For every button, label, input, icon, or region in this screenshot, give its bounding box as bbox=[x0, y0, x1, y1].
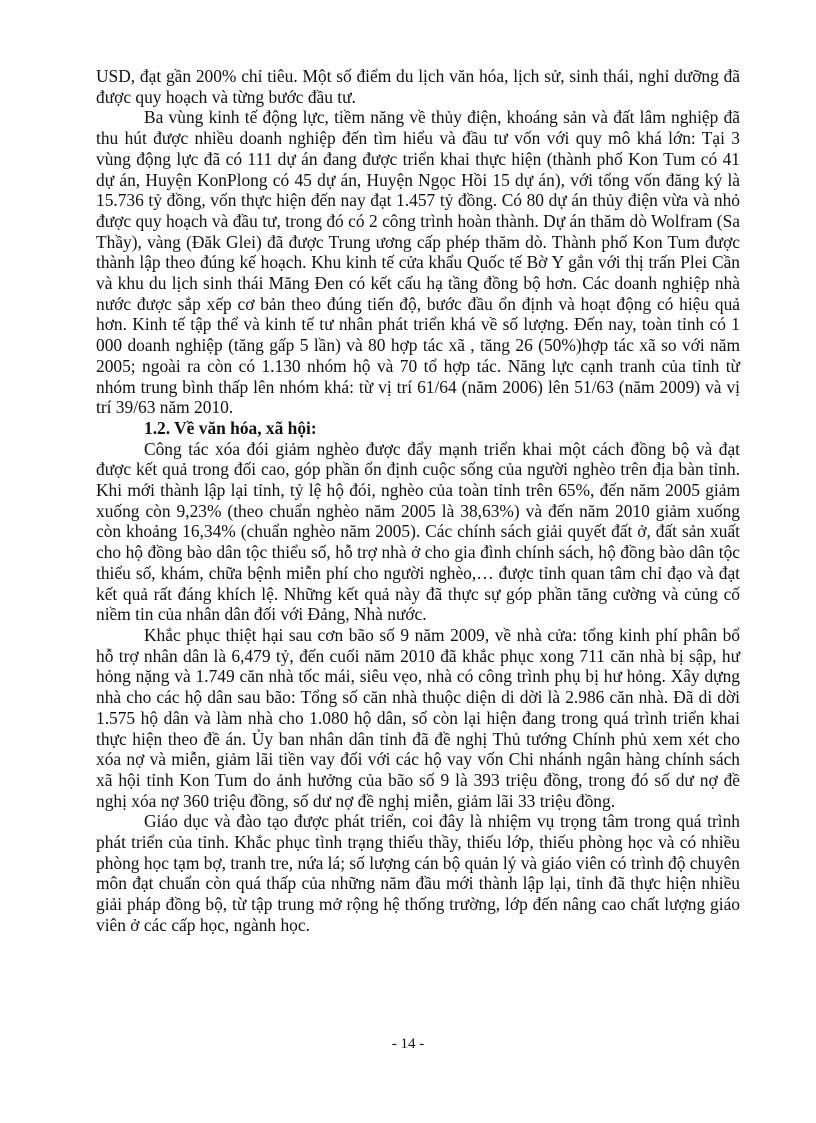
paragraph-education: Giáo dục và đào tạo được phát triển, coi đây là nhiệm vụ trọng tâm trong quá trình phát triển của tỉnh. Khắc phục tình trạng thiếu thầy, thiếu lớp, thiếu phòng học và có nhiều phòng học tạm bợ, tranh tre, nứa lá; số lượng cán bộ quản lý và giáo viên có trình độ chuyên môn đạt chuẩn còn quá thấp của những năm đầu mới thành lập lại, tỉnh đã thực hiện nhiều giải pháp đồng bộ, từ tập trung mở rộng hệ thống trường, lớp đến nâng cao chất lượng giáo viên ở các cấp học, ngành học. bbox=[96, 811, 740, 935]
paragraph-tourism: USD, đạt gần 200% chỉ tiêu. Một số điểm du lịch văn hóa, lịch sử, sinh thái, nghỉ dưỡng đã được quy hoạch và từng bước đầu tư. bbox=[96, 66, 740, 107]
paragraph-poverty-reduction: Công tác xóa đói giảm nghèo được đẩy mạnh triển khai một cách đồng bộ và đạt được kết quả trong đối cao, góp phần ổn định cuộc sống của người nghèo trên địa bàn tỉnh. Khi mới thành lập lại tỉnh, tỷ lệ hộ đói, nghèo của toàn tỉnh trên 65%, đến năm 2005 giảm xuống còn 9,23% (theo chuẩn nghèo năm 2005 là 38,63%) và đến năm 2010 giảm xuống còn khoảng 16,34% (chuẩn nghèo năm 2005). Các chính sách giải quyết đất ở, đất sản xuất cho hộ đồng bào dân tộc thiểu số, hỗ trợ nhà ở cho gia đình chính sách, hộ đồng bào dân tộc thiểu số, khám, chữa bệnh miễn phí cho người nghèo,… được tỉnh quan tâm chỉ đạo và đạt kết quả rất đáng khích lệ. Những kết quả này đã thực sự góp phần tăng cường và củng cố niềm tin của nhân dân đối với Đảng, Nhà nước. bbox=[96, 438, 740, 625]
paragraph-economic-zones: Ba vùng kinh tế động lực, tiềm năng về thủy điện, khoáng sản và đất lâm nghiệp đã thu hút được nhiều doanh nghiệp đến tìm hiểu và đầu tư vốn với quy mô khá lớn: Tại 3 vùng động lực đã có 111 dự án đang được triển khai thực hiện (thành phố Kon Tum có 41 dự án, Huyện KonPlong có 45 dự án, Huyện Ngọc Hồi 15 dự án), với tổng vốn đăng ký là 15.736 tỷ đồng, vốn thực hiện đến nay đạt 1.457 tỷ đồng. Có 80 dự án thủy điện vừa và nhỏ được quy hoạch và đầu tư, trong đó có 2 công trình hoàn thành. Dự án thăm dò Wolfram (Sa Thầy), vàng (Đăk Glei) đã được Trung ương cấp phép thăm dò. Thành phố Kon Tum được thành lập theo đúng kế hoạch. Khu kinh tế cửa khẩu Quốc tế Bờ Y gắn với thị trấn Plei Cần và khu du lịch sinh thái Măng Đen có kết cấu hạ tầng đồng bộ hơn. Các doanh nghiệp nhà nước được sắp xếp cơ bản theo đúng tiến độ, bước đầu ổn định và hoạt động có hiệu quả hơn. Kinh tế tập thể và kinh tế tư nhân phát triển khá về số lượng. Đến nay, toàn tỉnh có 1 000 doanh nghiệp (tăng gấp 5 lần) và 80 hợp tác xã , tăng 26 (50%)hợp tác xã so với năm 2005; ngoài ra còn có 1.130 nhóm hộ và 70 tổ hợp tác. Năng lực cạnh tranh của tỉnh từ nhóm trung bình thấp lên nhóm khá: từ vị trí 61/64 (năm 2006) lên 51/63 (năm 2009) và vị trí 39/63 năm 2010. bbox=[96, 107, 740, 418]
paragraph-storm-recovery: Khắc phục thiệt hại sau cơn bão số 9 năm 2009, về nhà cửa: tổng kinh phí phân bổ hỗ trợ nhân dân là 6,479 tỷ, đến cuối năm 2010 đã khắc phục xong 711 căn nhà bị sập, hư hỏng nặng và 1.749 căn nhà tốc mái, siêu vẹo, nhà có công trình phụ bị hư hỏng. Xây dựng nhà cho các hộ dân sau bão: Tổng số căn nhà thuộc diện di dời là 2.986 căn nhà. Đã di dời 1.575 hộ dân và làm nhà cho 1.080 hộ dân, số còn lại hiện đang trong quá trình triển khai thực hiện theo đề án. Ủy ban nhân dân tỉnh đã đề nghị Thủ tướng Chính phủ xem xét cho xóa nợ và miễn, giảm lãi tiền vay đối với các hộ vay vốn Chi nhánh ngân hàng chính sách xã hội tỉnh Kon Tum do ảnh hưởng của bão số 9 là 393 triệu đồng, trong đó số dư nợ đề nghị xóa nợ 360 triệu đồng, số dư nợ đề nghị miễn, giảm lãi 33 triệu đồng. bbox=[96, 624, 740, 811]
section-heading: 1.2. Về văn hóa, xã hội: bbox=[144, 417, 317, 438]
document-body bbox=[96, 66, 740, 936]
page-number: - 14 - bbox=[391, 1036, 425, 1052]
